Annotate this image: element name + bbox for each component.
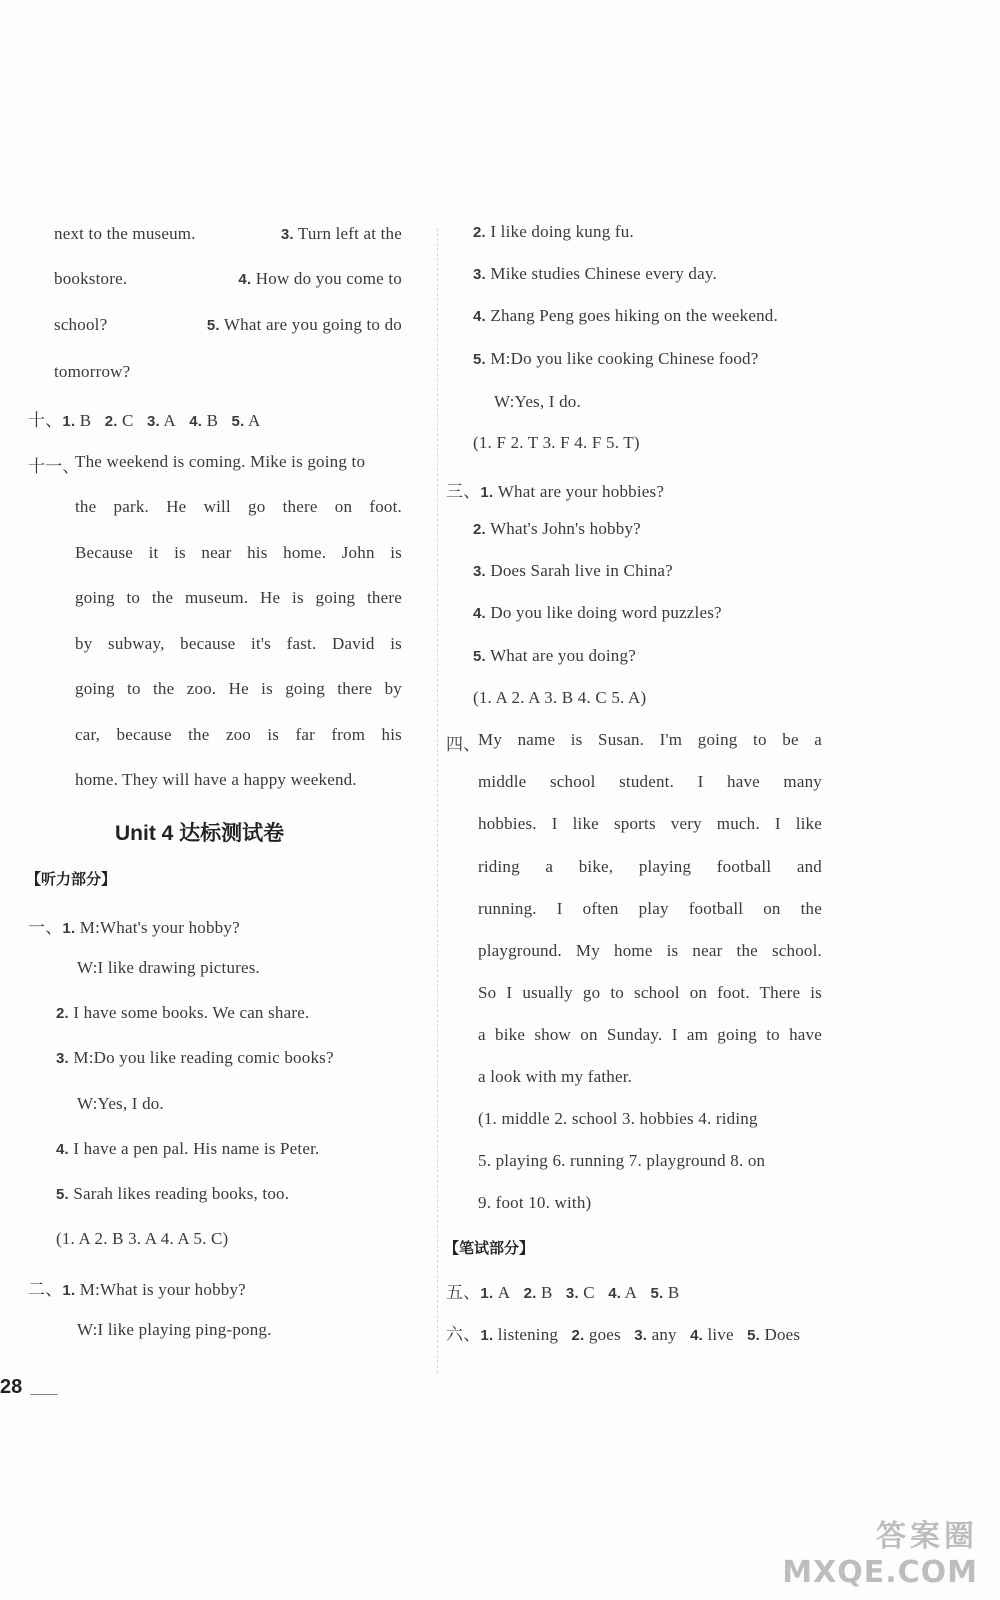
- section-3-answers: (1. A 2. A 3. B 4. C 5. A): [473, 688, 647, 707]
- section-2-line: 2. I like doing kung fu.: [473, 222, 634, 241]
- text-line: going to the zoo. He is going there by: [75, 679, 402, 698]
- section-2-line: 3. Mike studies Chinese every day.: [473, 264, 717, 283]
- text-line: hobbies. I like sports very much. I like: [478, 814, 822, 833]
- text-line: going to the museum. He is going there: [75, 588, 402, 607]
- text-line: home. They will have a happy weekend.: [75, 770, 357, 789]
- section-11-prefix: 十一、: [28, 457, 80, 476]
- text-line: school? 5. What are you going to do: [54, 315, 402, 334]
- section-1-line: W:I like drawing pictures.: [77, 958, 261, 977]
- text-line: the park. He will go there on foot.: [75, 497, 402, 516]
- section-5-answers: 五、1. A 2. B 3. C 4. A 5. B: [446, 1283, 680, 1302]
- watermark-logo: 答案圈: [876, 1519, 978, 1554]
- section-4-prefix: 四、: [446, 735, 481, 754]
- section-4-answers: 9. foot 10. with): [478, 1193, 592, 1212]
- text-line: middle school student. I have many: [478, 772, 822, 791]
- page-number: 28: [0, 1376, 23, 1398]
- text-line: next to the museum. 3. Turn left at the: [54, 224, 402, 243]
- column-divider: [437, 228, 438, 1373]
- section-3-line: 三、1. What are your hobbies?: [446, 482, 665, 501]
- section-2-line: W:Yes, I do.: [494, 392, 581, 411]
- text-line: a bike show on Sunday. I am going to have: [478, 1025, 822, 1044]
- section-1-line: 一、1. M:What's your hobby?: [28, 918, 240, 937]
- listening-header: 【听力部分】: [26, 870, 117, 888]
- text-line: car, because the zoo is far from his: [75, 725, 402, 744]
- section-1-line: 4. I have a pen pal. His name is Peter.: [56, 1139, 320, 1158]
- section-2-answers: (1. F 2. T 3. F 4. F 5. T): [473, 433, 640, 452]
- unit-title: Unit 4 达标测试卷: [115, 822, 285, 845]
- text-line: tomorrow?: [54, 362, 131, 381]
- watermark-url: MXQE.COM: [782, 1555, 978, 1590]
- section-4-answers: (1. middle 2. school 3. hobbies 4. riding: [478, 1109, 758, 1128]
- text-line: My name is Susan. I'm going to be a: [478, 730, 822, 749]
- section-10-answers: 十、1. B 2. C 3. A 4. B 5. A: [28, 411, 261, 430]
- text-line: Because it is near his home. John is: [75, 543, 402, 562]
- section-4-answers: 5. playing 6. running 7. playground 8. on: [478, 1151, 766, 1170]
- written-header: 【笔试部分】: [444, 1239, 535, 1257]
- section-6-answers: 六、1. listening 2. goes 3. any 4. live 5. Does: [446, 1325, 801, 1344]
- text-line: a look with my father.: [478, 1067, 633, 1086]
- text-line: The weekend is coming. Mike is going to: [75, 452, 366, 471]
- section-3-line: 3. Does Sarah live in China?: [473, 561, 673, 580]
- watermark: [782, 1511, 978, 1590]
- section-1-line: W:Yes, I do.: [77, 1094, 164, 1113]
- divider: [30, 1394, 58, 1395]
- section-2-line: 4. Zhang Peng goes hiking on the weekend.: [473, 306, 778, 325]
- section-1-answers: (1. A 2. B 3. A 4. A 5. C): [56, 1229, 229, 1248]
- text-line: bookstore. 4. How do you come to: [54, 269, 402, 288]
- section-3-line: 2. What's John's hobby?: [473, 519, 641, 538]
- section-1-line: 2. I have some books. We can share.: [56, 1003, 310, 1022]
- section-3-line: 4. Do you like doing word puzzles?: [473, 603, 722, 622]
- section-2-line: 二、1. M:What is your hobby?: [28, 1280, 246, 1299]
- section-1-line: 5. Sarah likes reading books, too.: [56, 1184, 290, 1203]
- section-2-line: 5. M:Do you like cooking Chinese food?: [473, 349, 759, 368]
- text-line: running. I often play football on the: [478, 899, 822, 918]
- text-line: riding a bike, playing football and: [478, 857, 822, 876]
- section-2-line: W:I like playing ping-pong.: [77, 1320, 272, 1339]
- section-3-line: 5. What are you doing?: [473, 646, 636, 665]
- section-1-line: 3. M:Do you like reading comic books?: [56, 1048, 334, 1067]
- text-line: by subway, because it's fast. David is: [75, 634, 402, 653]
- text-line: So I usually go to school on foot. There is: [478, 983, 822, 1002]
- text-line: playground. My home is near the school.: [478, 941, 822, 960]
